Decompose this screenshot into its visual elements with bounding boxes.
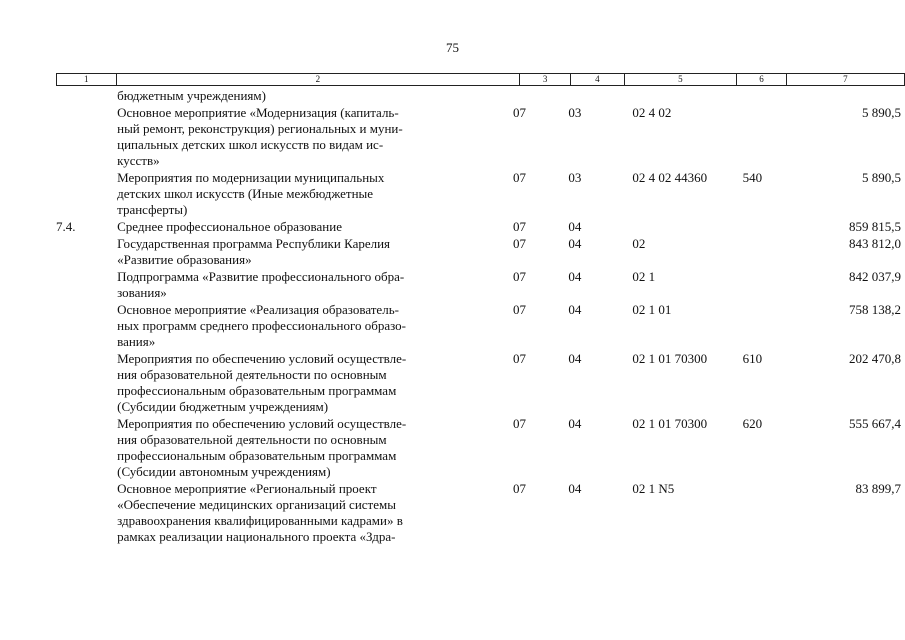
row-expense-type — [739, 88, 790, 105]
table-row — [56, 416, 905, 481]
row-amount: 555 667,4 — [849, 416, 901, 431]
row-target-article: 02 1 01 — [632, 302, 672, 317]
row-subsection: 04 — [568, 219, 582, 234]
row-section: 07 — [512, 416, 526, 431]
column-header-2: 2 — [116, 74, 520, 86]
row-amount: 842 037,9 — [849, 269, 901, 284]
table-row — [56, 105, 905, 170]
column-header-6: 6 — [737, 74, 787, 86]
row-expense-type — [739, 236, 790, 269]
table-row — [56, 302, 905, 351]
table-row — [56, 236, 905, 269]
column-header-5: 5 — [624, 74, 736, 86]
row-subsection — [560, 88, 618, 105]
budget-table-body — [56, 88, 905, 546]
table-row — [56, 219, 905, 236]
row-target-article — [618, 219, 738, 236]
row-number — [56, 481, 112, 546]
row-expense-type — [739, 302, 790, 351]
row-expense-type: 540 — [742, 170, 763, 185]
row-target-article: 02 1 01 70300 — [632, 351, 708, 366]
column-header-3: 3 — [520, 74, 571, 86]
row-description: Мероприятия по обеспечению условий осуществле- ния образовательной деятельности по основным профессиональным образовательным программам (Субсидии автономным учреждениям) — [117, 416, 407, 479]
row-amount — [790, 88, 905, 105]
row-number — [56, 302, 112, 351]
row-subsection: 04 — [568, 302, 582, 317]
row-section: 07 — [512, 170, 526, 185]
table-row — [56, 481, 905, 546]
row-number — [56, 236, 112, 269]
row-description: Среднее профессиональное образование — [117, 219, 342, 234]
column-header-row — [56, 73, 905, 86]
row-target-article: 02 — [632, 236, 646, 251]
column-header-7: 7 — [786, 74, 904, 86]
row-description: Государственная программа Республики Карелия «Развитие образования» — [117, 236, 391, 267]
row-amount: 843 812,0 — [849, 236, 901, 251]
row-section: 07 — [512, 481, 526, 496]
row-target-article — [618, 88, 738, 105]
column-header-1: 1 — [57, 74, 117, 86]
row-subsection: 04 — [568, 269, 582, 284]
row-expense-type — [739, 481, 790, 546]
row-section: 07 — [512, 236, 526, 251]
row-description: Подпрограмма «Развитие профессионального обра- зования» — [117, 269, 405, 300]
row-target-article: 02 1 01 70300 — [632, 416, 708, 431]
row-section — [499, 88, 560, 105]
row-description: Основное мероприятие «Региональный проект «Обеспечение медицинских организаций системы здравоохранения квалифицированными кадрами» в рамках реализации национального проекта «Здра- — [117, 481, 403, 544]
row-description: бюджетным учреждениям) — [117, 88, 266, 103]
row-target-article: 02 4 02 — [632, 105, 672, 120]
row-amount: 83 899,7 — [855, 481, 901, 496]
row-expense-type: 610 — [742, 351, 763, 366]
page-number: 75 — [446, 40, 459, 55]
row-number — [56, 416, 112, 481]
row-description: Мероприятия по модернизации муниципальных детских школ искусств (Иные межбюджетные трансферты) — [117, 170, 385, 217]
row-section: 07 — [512, 269, 526, 284]
row-expense-type: 620 — [742, 416, 763, 431]
budget-table — [56, 88, 905, 546]
row-amount: 758 138,2 — [849, 302, 901, 317]
row-subsection: 04 — [568, 236, 582, 251]
row-expense-type — [739, 269, 790, 302]
row-amount: 859 815,5 — [849, 219, 901, 234]
row-description: Мероприятия по обеспечению условий осуществле- ния образовательной деятельности по основным профессиональным образовательным программам (Субсидии бюджетным учреждениям) — [117, 351, 407, 414]
row-section: 07 — [512, 302, 526, 317]
row-number — [56, 170, 112, 219]
column-header-4: 4 — [571, 74, 625, 86]
row-amount: 5 890,5 — [862, 170, 901, 185]
row-subsection: 04 — [568, 481, 582, 496]
row-number: 7.4. — [56, 219, 76, 234]
table-row — [56, 351, 905, 416]
table-row — [56, 88, 905, 105]
row-subsection: 04 — [568, 416, 582, 431]
row-description: Основное мероприятие «Модернизация (капиталь- ный ремонт, реконструкция) региональных и муни- ципальных детских школ искусств по видам ис- кусств» — [117, 105, 403, 168]
row-section: 07 — [512, 105, 526, 120]
table-row — [56, 170, 905, 219]
row-section: 07 — [512, 219, 526, 234]
row-subsection: 03 — [568, 170, 582, 185]
row-subsection: 04 — [568, 351, 582, 366]
row-target-article: 02 1 N5 — [632, 481, 675, 496]
row-number — [56, 105, 112, 170]
row-subsection: 03 — [568, 105, 582, 120]
row-target-article: 02 4 02 44360 — [632, 170, 708, 185]
row-amount: 202 470,8 — [849, 351, 901, 366]
row-description: Основное мероприятие «Реализация образователь- ных программ среднего профессионального образо- вания» — [117, 302, 406, 349]
row-expense-type — [739, 105, 790, 170]
row-section: 07 — [512, 351, 526, 366]
row-number — [56, 88, 112, 105]
row-amount: 5 890,5 — [862, 105, 901, 120]
row-expense-type — [739, 219, 790, 236]
table-row — [56, 269, 905, 302]
row-number — [56, 269, 112, 302]
row-target-article: 02 1 — [632, 269, 656, 284]
row-number — [56, 351, 112, 416]
